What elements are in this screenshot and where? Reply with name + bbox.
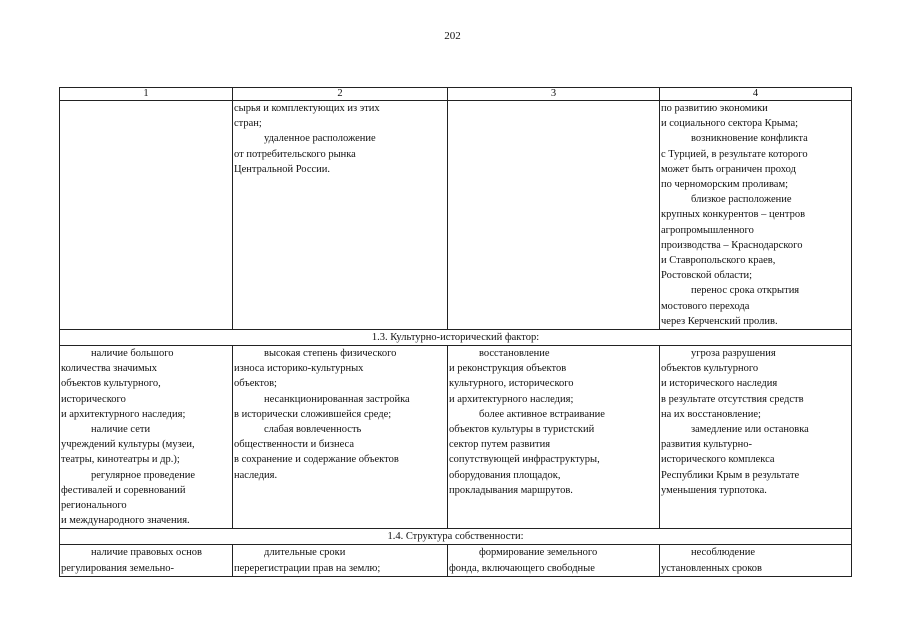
cell-text-line: прокладывания маршрутов. (449, 484, 573, 496)
continuation-row (60, 101, 852, 330)
cell-text-line: объектов культуры в туристский (449, 424, 595, 436)
cell-text-line: уменьшения турпотока. (661, 484, 767, 496)
cell-text-line: и архитектурного наследия; (61, 408, 186, 420)
cell-text-line: наличие правовых основ (91, 547, 202, 559)
cell-text-line: регионального (61, 500, 127, 512)
column-header: 4 (660, 88, 852, 101)
cell-text-line: наследия. (234, 469, 278, 481)
cell-text-line: угроза разрушения (691, 348, 776, 360)
page-number: 202 (444, 30, 461, 42)
cell-text-line: сектор путем развития (449, 439, 551, 451)
cell-text-line: в сохранение и содержание объектов (234, 454, 399, 466)
table-cell (233, 545, 448, 576)
cell-text-line: сопутствующей инфраструктуры, (449, 454, 600, 466)
cell-text-line: сырья и комплектующих из этих (234, 103, 380, 114)
cell-text-line: крупных конкурентов – центров (661, 209, 806, 221)
cell-text-line: оборудования площадок, (449, 469, 561, 481)
table-cell (233, 101, 448, 330)
cell-text-line: и международного значения. (61, 515, 190, 527)
cell-text-line: мостового перехода (661, 300, 750, 312)
cell-text-line: регулярное проведение (91, 469, 196, 481)
cell-text-line: и архитектурного наследия; (449, 393, 574, 405)
cell-text-line: наличие большого (91, 348, 174, 360)
cell-text-line: установленных сроков (661, 562, 762, 574)
cell-text-line: через Керченский пролив. (661, 315, 778, 327)
cell-text-line: более активное встраивание (479, 408, 605, 420)
column-header: 1 (60, 88, 233, 101)
cell-text-line: количества значимых (61, 363, 157, 375)
table-cell (660, 545, 852, 576)
table-cell (60, 545, 233, 576)
cell-text-line: по черноморским проливам; (661, 179, 789, 191)
cell-text-line: на их восстановление; (661, 408, 761, 420)
cell-text-line: удаленное расположение (264, 133, 376, 145)
cell-text-line: объектов; (234, 378, 277, 390)
cell-text-line: и исторического наследия (661, 378, 778, 390)
cell-text-line: несанкционированная застройка (264, 393, 410, 405)
swot-table (59, 87, 852, 577)
cell-text-line: близкое расположение (691, 194, 792, 206)
table-cell (60, 346, 233, 529)
cell-text-line: исторического комплекса (661, 454, 775, 466)
section-heading-1-3: 1.3. Культурно-исторический фактор: (60, 330, 852, 346)
table-cell (60, 101, 233, 330)
section-heading-1-4: 1.4. Структура собственности: (60, 529, 852, 545)
table-cell (660, 346, 852, 529)
table-cell (448, 545, 660, 576)
cell-text-line: Республики Крым в результате (661, 469, 800, 481)
cell-text-line: формирование земельного (479, 547, 598, 559)
cell-text-line: регулирования земельно- (61, 562, 175, 574)
cell-text-line: возникновение конфликта (691, 133, 808, 145)
cell-text-line: длительные сроки (264, 547, 346, 559)
cell-text-line: от потребительского рынка (234, 148, 356, 160)
cell-text-line: в результате отсутствия средств (661, 393, 804, 405)
cell-text-line: стран; (234, 118, 262, 130)
cell-text-line: и социального сектора Крыма; (661, 118, 799, 130)
table-cell (448, 101, 660, 330)
column-header: 2 (233, 88, 448, 101)
cell-text-line: фонда, включающего свободные (449, 562, 595, 574)
table-row (60, 545, 852, 576)
cell-text-line: культурного, исторического (449, 378, 574, 390)
cell-text-line: объектов культурного (661, 363, 759, 375)
table-row (60, 346, 852, 529)
cell-text-line: фестивалей и соревнований (61, 484, 186, 496)
cell-text-line: учреждений культуры (музеи, (61, 439, 195, 451)
cell-text-line: Ростовской области; (661, 270, 753, 282)
cell-text-line: и реконструкция объектов (449, 363, 567, 375)
cell-text-line: может быть ограничен проход (661, 163, 796, 175)
cell-text-line: Центральной России. (234, 163, 330, 175)
section-heading-row (60, 330, 852, 346)
cell-text-line: по развитию экономики (661, 103, 768, 114)
cell-text-line: общественности и бизнеса (234, 439, 354, 451)
cell-text-line: перенос срока открытия (691, 285, 800, 297)
cell-text-line: несоблюдение (691, 547, 755, 559)
section-heading-row (60, 529, 852, 545)
cell-text-line: театры, кинотеатры и др.); (61, 454, 180, 466)
table-cell (233, 346, 448, 529)
cell-text-line: и Ставропольского краев, (661, 255, 776, 267)
cell-text-line: высокая степень физического (264, 348, 397, 360)
table-cell (448, 346, 660, 529)
cell-text-line: восстановление (479, 348, 550, 360)
column-header-row (60, 88, 852, 101)
cell-text-line: износа историко-культурных (234, 363, 364, 375)
cell-text-line: производства – Краснодарского (661, 239, 803, 251)
cell-text-line: с Турцией, в результате которого (661, 148, 808, 160)
cell-text-line: слабая вовлеченность (264, 424, 362, 436)
cell-text-line: развития культурно- (661, 439, 752, 451)
cell-text-line: в исторически сложившейся среде; (234, 408, 392, 420)
cell-text-line: агропромышленного (661, 224, 754, 236)
cell-text-line: наличие сети (91, 424, 151, 436)
cell-text-line: перерегистрации прав на землю; (234, 562, 381, 574)
table-cell (660, 101, 852, 330)
cell-text-line: исторического (61, 393, 126, 405)
column-header: 3 (448, 88, 660, 101)
cell-text-line: объектов культурного, (61, 378, 161, 390)
cell-text-line: замедление или остановка (691, 424, 809, 436)
